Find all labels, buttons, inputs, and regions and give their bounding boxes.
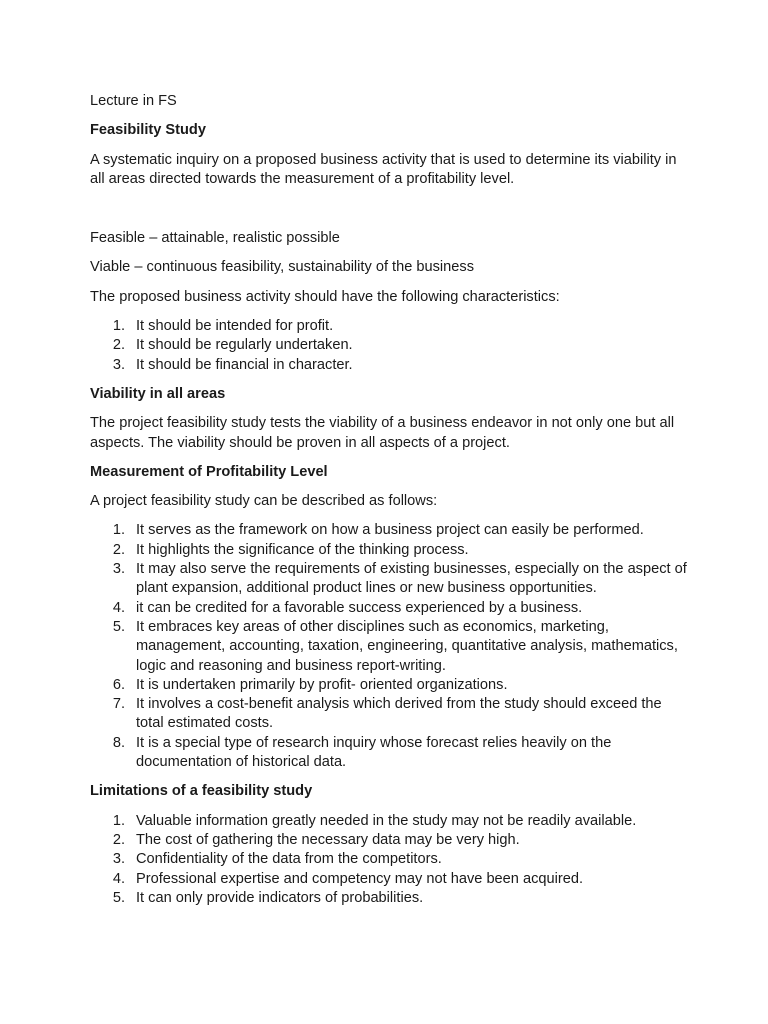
viable-definition: Viable – continuous feasibility, sustainability of the business xyxy=(90,259,474,276)
list-item-text: It highlights the significance of the thinking process. xyxy=(136,541,469,558)
list-item xyxy=(90,870,690,889)
list-item xyxy=(90,812,690,831)
list-item xyxy=(90,317,690,336)
list-item-number: 1. xyxy=(112,522,125,539)
limitations-heading: Limitations of a feasibility study xyxy=(90,783,313,800)
list-item xyxy=(90,889,690,908)
list-item-text: It should be intended for profit. xyxy=(136,318,334,335)
list-item xyxy=(90,618,690,676)
list-item xyxy=(90,734,690,773)
profitability-heading: Measurement of Profitability Level xyxy=(90,463,328,480)
list-item-text: It should be financial in character. xyxy=(136,356,353,373)
list-item-number: 3. xyxy=(112,356,125,373)
profitability-list xyxy=(90,521,690,772)
list-item-number: 4. xyxy=(112,870,125,887)
profitability-intro: A project feasibility study can be described as follows: xyxy=(90,493,438,510)
list-item-text: It involves a cost-benefit analysis which derived from the study should exceed the total estimated costs. xyxy=(136,696,662,732)
list-item-text: Valuable information greatly needed in the study may not be readily available. xyxy=(136,812,637,829)
definition-paragraph: A systematic inquiry on a proposed business activity that is used to determine its viability in all areas directed towards the measurement of a profitability level. xyxy=(90,151,677,187)
list-item-number: 1. xyxy=(112,318,125,335)
list-item xyxy=(90,521,690,540)
characteristics-intro: The proposed business activity should have the following characteristics: xyxy=(90,288,560,305)
list-item xyxy=(90,560,690,599)
list-item-number: 2. xyxy=(112,831,125,848)
list-item-text: It may also serve the requirements of existing businesses, especially on the aspect of plant expansion, additional product lines or new business opportunities. xyxy=(136,561,687,597)
list-item-text: it can be credited for a favorable success experienced by a business. xyxy=(136,599,583,616)
list-item-text: It can only provide indicators of probabilities. xyxy=(136,889,424,906)
list-item-text: It is a special type of research inquiry whose forecast relies heavily on the documentation of historical data. xyxy=(136,734,612,771)
document-page xyxy=(90,92,690,908)
list-item-text: It embraces key areas of other disciplines such as economics, marketing, management, accounting, taxation, engineering, quantitative analysis, mathematics, logic and reasoning and business report-writing. xyxy=(136,618,678,674)
list-item-text: It is undertaken primarily by profit- oriented organizations. xyxy=(136,676,508,693)
list-item xyxy=(90,599,690,618)
list-item-number: 3. xyxy=(112,561,125,578)
list-item-text: It should be regularly undertaken. xyxy=(136,337,353,354)
list-item-number: 5. xyxy=(112,889,125,906)
list-item xyxy=(90,695,690,734)
characteristics-list xyxy=(90,317,690,375)
list-item-text: Confidentiality of the data from the competitors. xyxy=(136,851,442,868)
list-item-text: The cost of gathering the necessary data may be very high. xyxy=(136,831,520,848)
list-item-number: 2. xyxy=(112,337,125,354)
viability-heading: Viability in all areas xyxy=(90,385,226,402)
list-item xyxy=(90,356,690,375)
list-item-number: 4. xyxy=(112,599,125,616)
feasible-definition: Feasible – attainable, realistic possible xyxy=(90,230,340,247)
list-item-text: It serves as the framework on how a business project can easily be performed. xyxy=(136,522,644,539)
list-item xyxy=(90,336,690,355)
viability-paragraph: The project feasibility study tests the viability of a business endeavor in not only one but all aspects. The viability should be proven in all aspects of a project. xyxy=(90,415,675,451)
lecture-label: Lecture in FS xyxy=(90,93,177,109)
document-title: Feasibility Study xyxy=(90,122,206,139)
list-item-number: 2. xyxy=(112,541,125,558)
list-item-number: 8. xyxy=(112,734,125,751)
list-item xyxy=(90,541,690,560)
list-item-text: Professional expertise and competency may not have been acquired. xyxy=(136,870,583,887)
list-item xyxy=(90,850,690,869)
list-item-number: 5. xyxy=(112,618,125,635)
list-item-number: 3. xyxy=(112,851,125,868)
list-item-number: 1. xyxy=(112,812,125,829)
list-item xyxy=(90,676,690,695)
list-item xyxy=(90,831,690,850)
list-item-number: 6. xyxy=(112,676,125,693)
list-item-number: 7. xyxy=(112,696,125,713)
limitations-list xyxy=(90,812,690,908)
